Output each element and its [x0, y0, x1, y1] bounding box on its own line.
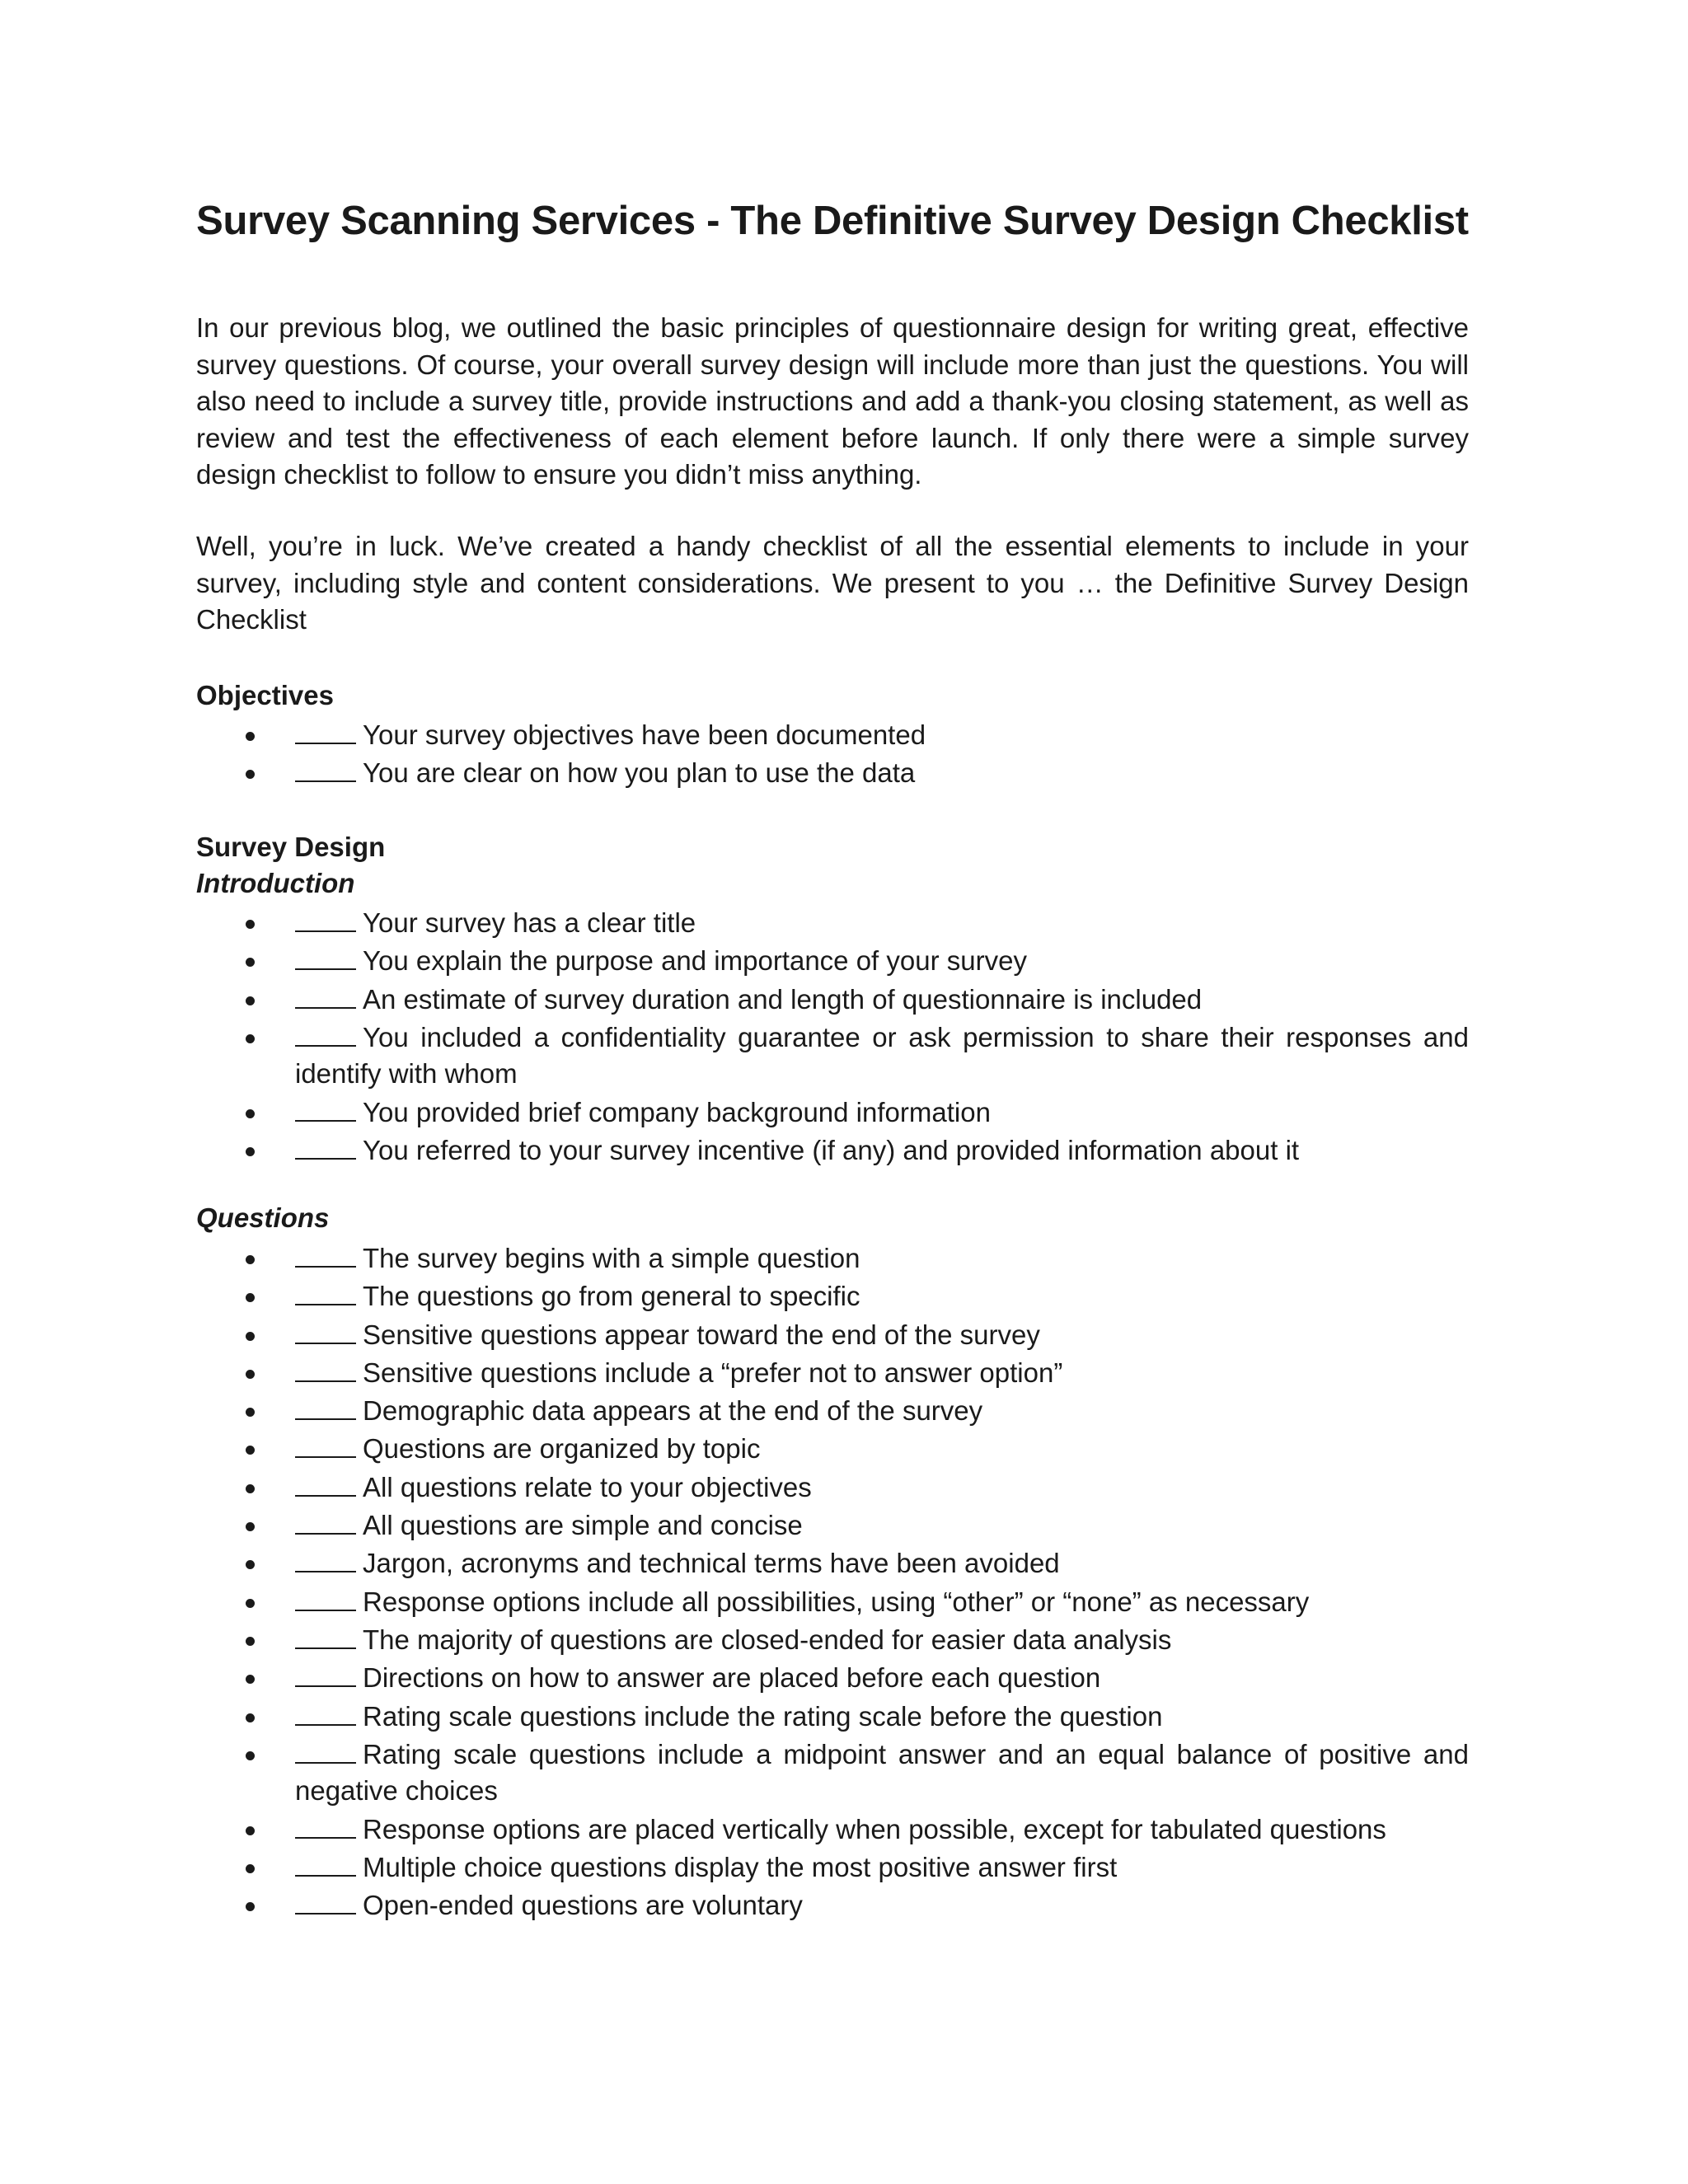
checklist-item: The questions go from general to specific: [196, 1278, 1469, 1315]
checklist-item: Your survey objectives have been documented: [196, 717, 1469, 754]
bullet-icon: [246, 1370, 255, 1379]
checkbox-blank[interactable]: [295, 1585, 356, 1611]
checkbox-blank[interactable]: [295, 906, 356, 932]
bullet-icon: [246, 732, 255, 741]
checkbox-blank[interactable]: [295, 1432, 356, 1458]
checklist-item: Jargon, acronyms and technical terms have been avoided: [196, 1545, 1469, 1582]
bullet-icon: [246, 958, 255, 967]
bullet-icon: [246, 1751, 255, 1760]
checklist-item: An estimate of survey duration and length of questionnaire is included: [196, 982, 1469, 1019]
checkbox-blank[interactable]: [295, 1394, 356, 1420]
bullet-icon: [246, 1034, 255, 1043]
checklist-item: You provided brief company background information: [196, 1094, 1469, 1132]
bullet-icon: [246, 1255, 255, 1264]
bullet-icon: [246, 1109, 255, 1118]
checkbox-blank[interactable]: [295, 756, 356, 782]
checklist-item: Open-ended questions are voluntary: [196, 1887, 1469, 1924]
checklist-item: Response options include all possibilities, using “other” or “none” as necessary: [196, 1584, 1469, 1621]
checklist-item: Response options are placed vertically when possible, except for tabulated questions: [196, 1811, 1469, 1849]
checkbox-blank[interactable]: [295, 1279, 356, 1305]
checkbox-blank[interactable]: [295, 1508, 356, 1535]
bullet-icon: [246, 1599, 255, 1608]
checklist-item: Your survey has a clear title: [196, 905, 1469, 942]
bullet-icon: [246, 1408, 255, 1417]
checklist-item: You are clear on how you plan to use the data: [196, 755, 1469, 792]
introduction-heading: Introduction: [196, 868, 355, 898]
intro-paragraph-1: In our previous blog, we outlined the basic principles of questionnaire design for writing great, effective survey questions. Of course, your overall survey design will include more than just the questions. You will also need to include a survey title, provide instructions and add a thank-you closing statement, as well as review and test the effectiveness of each element before launch. If only there were a simple survey design checklist to follow to ensure you didn’t miss anything.: [196, 312, 1469, 490]
checklist-item: You included a confidentiality guarantee or ask permission to share their responses and identify with whom: [196, 1019, 1469, 1093]
checkbox-blank[interactable]: [295, 1133, 356, 1160]
bullet-icon: [246, 1675, 255, 1684]
checkbox-blank[interactable]: [295, 1546, 356, 1572]
objectives-heading: Objectives: [196, 680, 334, 710]
bullet-icon: [246, 1522, 255, 1531]
questions-heading: Questions: [196, 1202, 330, 1233]
bullet-icon: [246, 920, 255, 929]
checkbox-blank[interactable]: [295, 1888, 356, 1915]
bullet-icon: [246, 1147, 255, 1156]
checklist-item: Directions on how to answer are placed before each question: [196, 1660, 1469, 1697]
checklist-item: Sensitive questions appear toward the end of the survey: [196, 1317, 1469, 1354]
checklist-item: The majority of questions are closed-ended for easier data analysis: [196, 1622, 1469, 1659]
checkbox-blank[interactable]: [295, 1812, 356, 1839]
checkbox-blank[interactable]: [295, 1737, 356, 1764]
checklist-item: You explain the purpose and importance of your survey: [196, 943, 1469, 980]
survey-design-heading: Survey Design: [196, 832, 386, 862]
checkbox-blank[interactable]: [295, 1623, 356, 1649]
checkbox-blank[interactable]: [295, 1318, 356, 1344]
bullet-icon: [246, 770, 255, 779]
checkbox-blank[interactable]: [295, 944, 356, 970]
checkbox-blank[interactable]: [295, 1661, 356, 1687]
checkbox-blank[interactable]: [295, 1095, 356, 1122]
bullet-icon: [246, 1864, 255, 1873]
bullet-icon: [246, 1637, 255, 1646]
bullet-icon: [246, 996, 255, 1005]
checklist-item: Rating scale questions include the rating scale before the question: [196, 1699, 1469, 1736]
checklist-item: The survey begins with a simple question: [196, 1240, 1469, 1277]
checklist-item: Multiple choice questions display the most positive answer first: [196, 1849, 1469, 1886]
checkbox-blank[interactable]: [295, 1850, 356, 1877]
checklist-item: Questions are organized by topic: [196, 1431, 1469, 1468]
checklist-item: Demographic data appears at the end of the survey: [196, 1393, 1469, 1430]
checkbox-blank[interactable]: [295, 1356, 356, 1382]
objectives-checklist: [196, 717, 1469, 794]
bullet-icon: [246, 1560, 255, 1569]
bullet-icon: [246, 1484, 255, 1493]
bullet-icon: [246, 1332, 255, 1341]
bullet-icon: [246, 1446, 255, 1455]
page-title: Survey Scanning Services - The Definitive Survey Design Checklist: [196, 199, 1469, 243]
bullet-icon: [246, 1826, 255, 1835]
checkbox-blank[interactable]: [295, 1241, 356, 1268]
bullet-icon: [246, 1713, 255, 1722]
bullet-icon: [246, 1293, 255, 1302]
checklist-item: All questions relate to your objectives: [196, 1469, 1469, 1507]
intro-paragraph-2: Well, you’re in luck. We’ve created a handy checklist of all the essential elements to include in your survey, including style and content considerations. We present to you … the Definitive Survey Design Checklist: [196, 531, 1469, 635]
questions-checklist: [196, 1240, 1469, 1926]
checkbox-blank[interactable]: [295, 1699, 356, 1726]
checkbox-blank[interactable]: [295, 718, 356, 744]
checkbox-blank[interactable]: [295, 1020, 356, 1047]
checkbox-blank[interactable]: [295, 982, 356, 1009]
checkbox-blank[interactable]: [295, 1470, 356, 1497]
checklist-item: You referred to your survey incentive (if any) and provided information about it: [196, 1132, 1469, 1169]
checklist-item: Sensitive questions include a “prefer not to answer option”: [196, 1355, 1469, 1392]
bullet-icon: [246, 1902, 255, 1911]
checklist-item: Rating scale questions include a midpoint answer and an equal balance of positive and negative choices: [196, 1736, 1469, 1810]
checklist-item: All questions are simple and concise: [196, 1507, 1469, 1544]
introduction-checklist: [196, 905, 1469, 1170]
